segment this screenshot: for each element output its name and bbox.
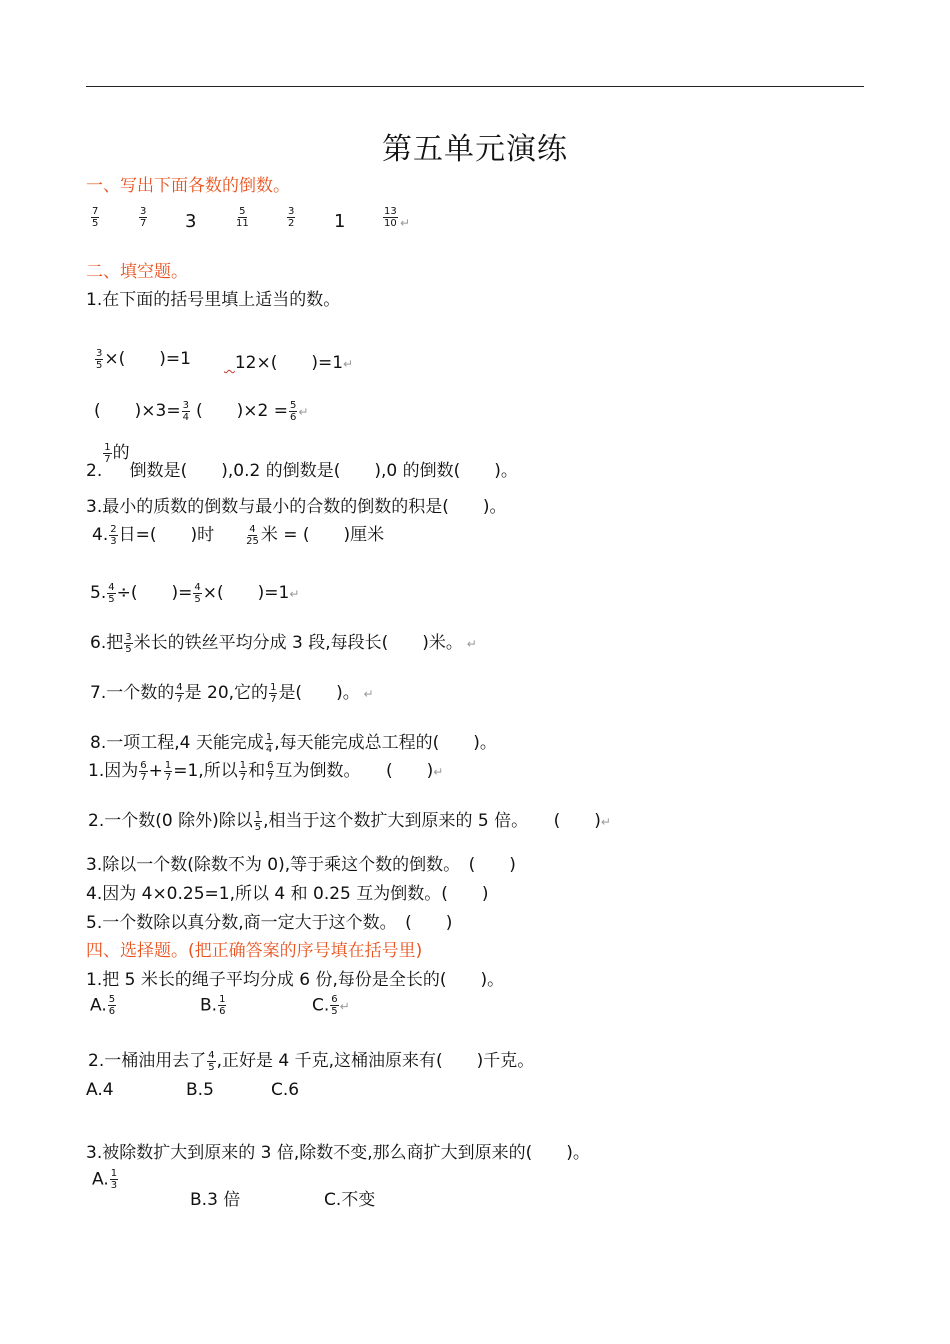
option-a[interactable]: A. $\frac{5}{6}$ [90, 994, 116, 1017]
return-mark: ↵ [400, 216, 411, 230]
fill-q1d: ( )×2 = $\frac{5}{6}$ ↵ [196, 399, 309, 423]
option-a[interactable]: A. $\frac{1}{3}$ [92, 1168, 118, 1191]
fill-q3: 3.最小的质数的倒数与最小的合数的倒数的积是( )。 [86, 497, 507, 517]
judge-q4: 4.因为 4×0.25=1,所以 4 和 0.25 互为倒数。( ) [86, 884, 489, 904]
fill-q1c: ( )×3= $\frac{3}{4}$ [94, 399, 189, 423]
item-6: 1 [334, 211, 346, 232]
option-b[interactable]: B.3 倍 [190, 1190, 241, 1210]
option-c[interactable]: C.6 [271, 1080, 300, 1100]
page-title: 第五单元演练 [382, 132, 568, 167]
item-5: $\frac{3}{2}$ [288, 206, 295, 229]
choice-q3-options [92, 1168, 492, 1208]
option-a[interactable]: A.4 [86, 1080, 114, 1100]
fill-q6: 6.把 $\frac{3}{5}$ 米长的铁丝平均分成 3 段,每段长( )米。 ↵ [90, 631, 477, 655]
judge-q2: 2.一个数(0 除外)除以 $\frac{1}{5}$ ,相当于这个数扩大到原来的 5 倍。 ( )↵ [88, 809, 611, 833]
option-c[interactable]: C. $\frac{6}{5}$ ↵ [312, 994, 350, 1017]
fill-q5: 5. $\frac{4}{5}$ ÷( )= $\frac{4}{5}$ ×( )=1↵ [90, 581, 300, 605]
section-2-heading: 二、填空题。 [86, 262, 188, 282]
judge-q1: 1.因为 $\frac{6}{7}$ + $\frac{1}{7}$ =1,所以 $\frac{1}{7}$ 和 $\frac{6}{7}$ 互为倒数。 ( )↵ [88, 759, 444, 783]
item-1: $\frac{7}{5}$ [92, 206, 99, 229]
choice-q2-options [86, 1080, 486, 1104]
fill-q7: 7.一个数的 $\frac{4}{7}$ 是 20,它的 $\frac{1}{7}$ 是( )。 ↵ [90, 681, 374, 705]
fill-q1b: 12×( )=1↵ [234, 353, 354, 373]
option-b[interactable]: B.5 [186, 1080, 214, 1100]
fraction: $\frac{3}{5}$ [96, 347, 103, 371]
choice-q1: 1.把 5 米长的绳子平均分成 6 份,每份是全长的( )。 [86, 970, 505, 990]
fill-q1: 1.在下面的括号里填上适当的数。 [86, 290, 341, 310]
choice-q2: 2.一桶油用去了 $\frac{4}{5}$ ,正好是 4 千克,这桶油原来有( )千克。 [88, 1049, 535, 1073]
judge-q5: 5.一个数除以真分数,商一定大于这个数。 ( ) [86, 913, 453, 933]
fill-q4: 4. $\frac{2}{3}$ 日=( )时 $\frac{4}{25}$ 米 = ( )厘米 [92, 523, 385, 547]
option-c[interactable]: C.不变 [324, 1190, 376, 1210]
judge-q3: 3.除以一个数(除数不为 0),等于乘这个数的倒数。 ( ) [86, 855, 516, 875]
choice-q1-options [90, 994, 490, 1030]
section-1-heading: 一、写出下面各数的倒数。 [86, 176, 290, 196]
item-7: $\frac{13}{10}$ [384, 206, 397, 229]
fill-q8: 8.一项工程,4 天能完成 $\frac{1}{4}$ ,每天能完成总工程的( )。 [90, 731, 497, 755]
choice-q3: 3.被除数扩大到原来的 3 倍,除数不变,那么商扩大到原来的( )。 [86, 1143, 590, 1163]
section-4-heading: 四、选择题。(把正确答案的序号填在括号里) [86, 941, 423, 961]
item-2: $\frac{3}{7}$ [140, 206, 147, 229]
fill-q2: 2. $\frac{1}{7}$ 的倒数是( ),0.2 的倒数是( ),0 的倒数( )。 [86, 442, 518, 481]
option-b[interactable]: B. $\frac{1}{6}$ [200, 994, 226, 1017]
item-4: $\frac{5}{11}$ [236, 206, 249, 229]
top-rule [86, 86, 864, 87]
fill-q1a: $\frac{3}{5}$ ×( )=1 [96, 347, 191, 371]
item-3: 3 [185, 211, 197, 232]
